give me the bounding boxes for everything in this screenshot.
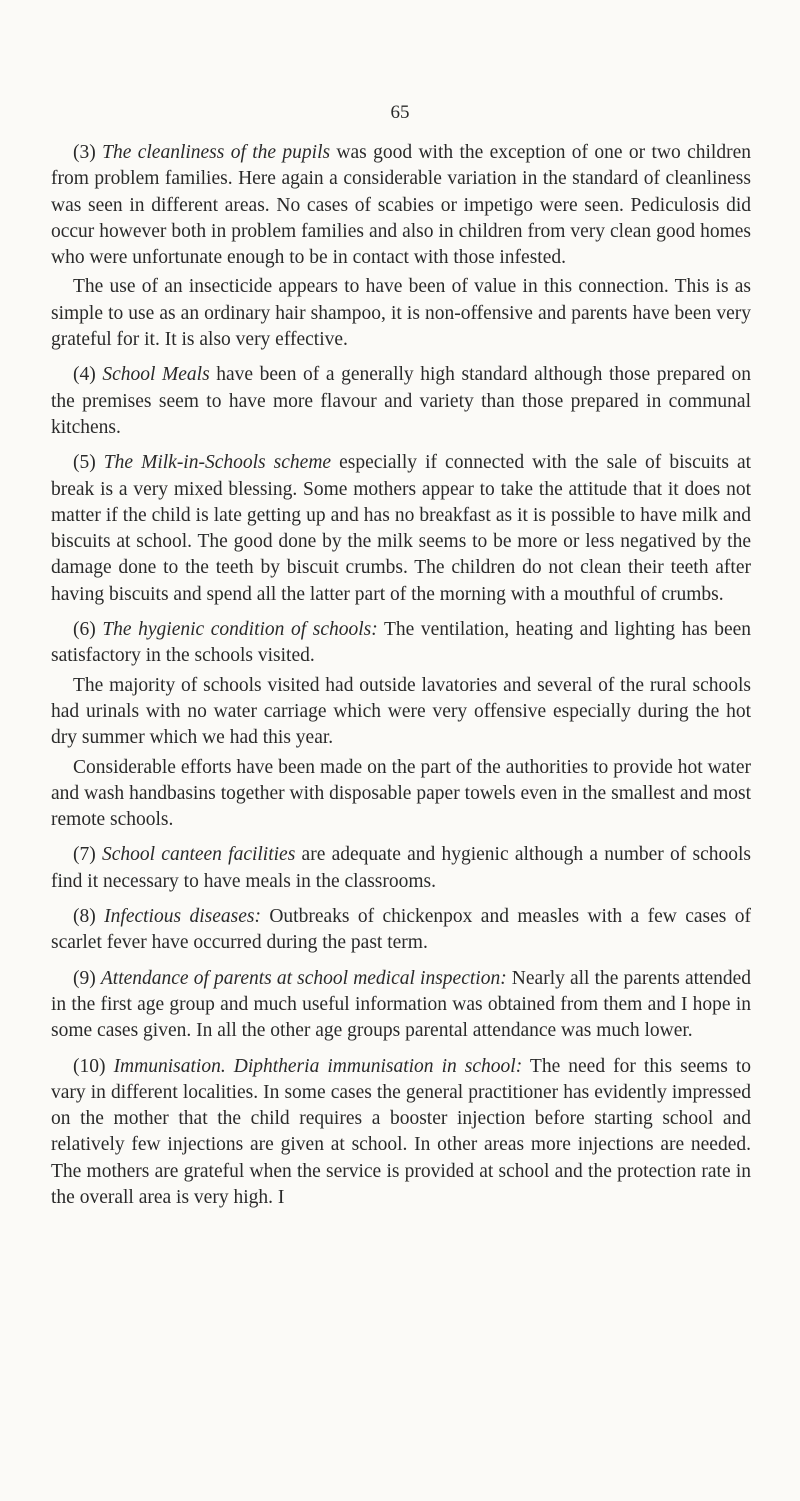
paragraph-milk-in-schools — [51, 450, 751, 608]
item-number: (7) — [73, 844, 96, 866]
item-number: (3) — [73, 142, 96, 163]
paragraph-text: The majority of schools visited had outside lavatories and several of the rural schools had urinals with no water carriage which were very offensive especially during the hot dry summer which we had this year. — [51, 674, 751, 749]
item-heading: The hygienic condition of schools: — [102, 619, 378, 641]
paragraph-lavatories — [51, 673, 751, 752]
paragraph-text: was good with the exception of one or two children from problem families. Here again a considerable variation in the standard of cleanliness was seen in different areas. No cases of scabies or impetigo were seen. Pediculosis did occur however both in problem families and also in children from very clean good homes who were unfortunate enough to be in contact with those infested. — [51, 142, 751, 269]
paragraph-insecticide — [51, 274, 751, 353]
paragraph-immunisation — [51, 1054, 751, 1212]
item-number: (6) — [73, 619, 96, 641]
document-body — [51, 140, 751, 1211]
item-heading: Attendance of parents at school medical inspection: — [100, 967, 507, 989]
paragraph-handbasins — [51, 755, 751, 834]
item-number: (10) — [73, 1055, 106, 1077]
paragraph-text: have been of a generally high standard although those prepared on the premises seem to have more flavour and variety than those prepared in communal kitchens. — [51, 364, 752, 438]
paragraph-infectious-diseases — [51, 904, 751, 957]
paragraph-text: Nearly all the parents attended in the first age group and much useful information was obtained from them and I hope in some cases given. In all the other age groups parental attendance was much lower. — [51, 967, 752, 1042]
paragraph-cleanliness — [51, 140, 751, 271]
item-heading: The Milk-in-Schools scheme — [103, 452, 332, 474]
paragraph-text: The ventilation, heating and lighting has been satisfactory in the schools visited. — [51, 619, 752, 667]
paragraph-text: Outbreaks of chickenpox and measles with a few cases of scarlet fever have occurred during the past term. — [51, 906, 752, 954]
item-number: (5) — [73, 452, 96, 474]
item-heading: The cleanliness of the pupils — [102, 142, 331, 163]
page-number: 65 — [390, 102, 410, 123]
paragraph-text: The use of an insecticide appears to have been of value in this connection. This is as simple to use as an ordinary hair shampoo, it is non-offensive and parents have been very grateful for it. It is also very effective. — [51, 276, 751, 351]
paragraph-text: especially if connected with the sale of biscuits at break is a very mixed blessing. Some mothers appear to take the attitude that it does not matter if the child is late getting up and has no breakfast as it is possible to have milk and biscuits at school. The good done by the milk seems to be more or less negatived by the damage done to the teeth by biscuit crumbs. The children do not clean their teeth after having biscuits and spend all the latter part of the morning with a mouthful of crumbs. — [51, 452, 752, 605]
item-number: (9) — [73, 967, 96, 989]
paragraph-parent-attendance — [51, 966, 751, 1045]
paragraph-text: The need for this seems to vary in different localities. In some cases the general practitioner has evidently impressed on the mother that the child requires a booster injection before starting school and relatively few injections are given at school. In other areas more injections are needed. The mothers are grateful when the service is provided at school and the protection rate in the overall area is very high. I — [51, 1055, 752, 1208]
item-heading: School canteen facilities — [101, 844, 296, 866]
item-number: (8) — [73, 906, 96, 928]
paragraph-hygienic-condition — [51, 617, 751, 670]
paragraph-school-meals — [51, 362, 751, 441]
paragraph-text: are adequate and hygienic although a number of schools find it necessary to have meals in the classrooms. — [51, 844, 751, 892]
item-heading: Infectious diseases: — [104, 906, 261, 928]
item-number: (4) — [73, 364, 96, 386]
paragraph-text: Considerable efforts have been made on the part of the authorities to provide hot water and wash handbasins together with disposable paper towels even in the smallest and most remote schools. — [51, 756, 751, 831]
paragraph-canteen-facilities — [51, 842, 751, 895]
item-heading: School Meals — [102, 364, 210, 386]
item-heading: Immunisation. Diphtheria immunisation in school: — [113, 1055, 523, 1077]
